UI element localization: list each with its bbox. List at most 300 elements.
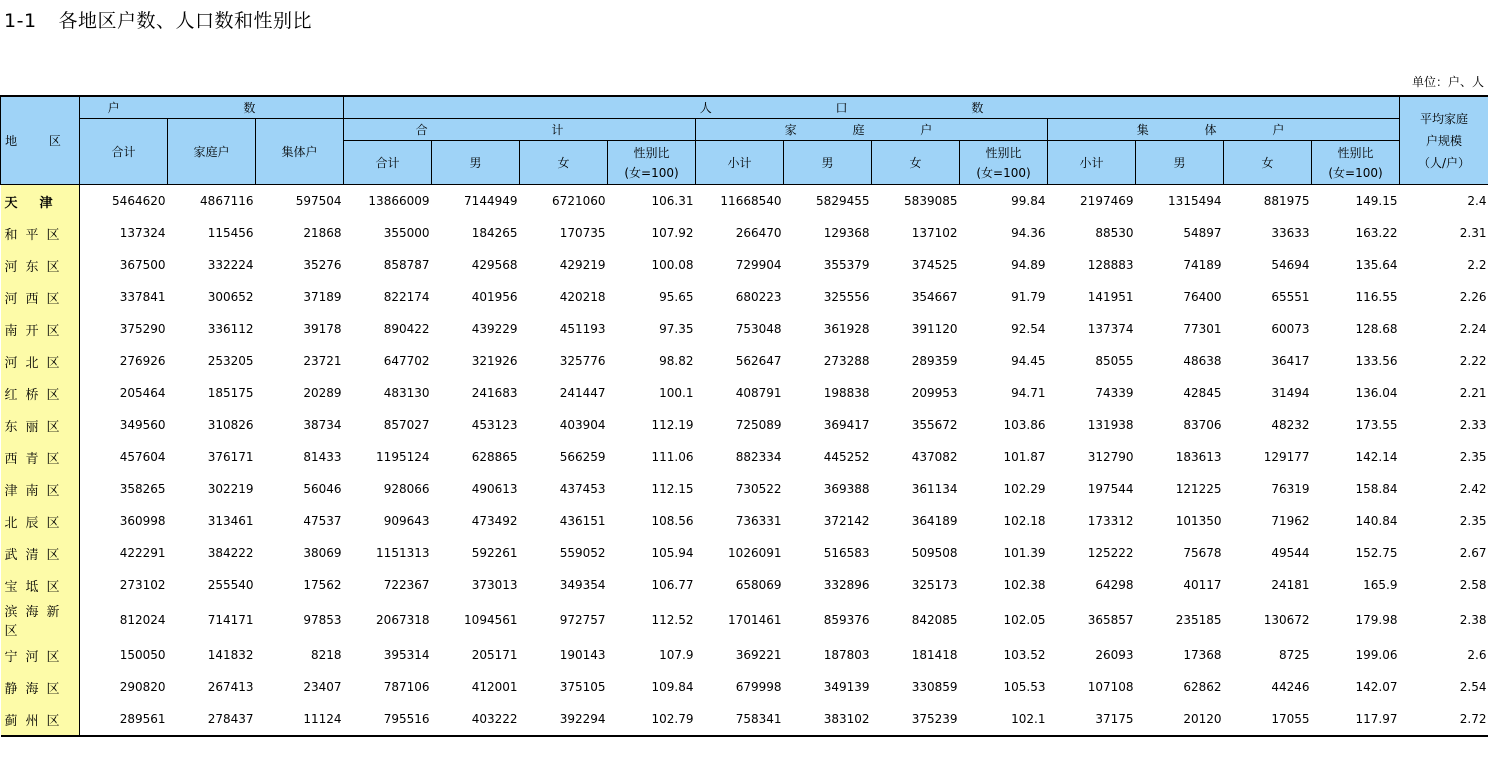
table-cell: 121225 (1175, 482, 1222, 496)
header-total-male: 男 (432, 141, 520, 185)
table-cell: 129368 (823, 226, 870, 240)
table-cell: 74339 (1095, 386, 1134, 400)
table-cell: 290820 (119, 680, 166, 694)
table-cell: 111.06 (651, 450, 694, 464)
statistics-table (0, 95, 1488, 737)
table-cell: 383102 (784, 703, 872, 736)
table-cell: 115456 (207, 226, 254, 240)
region-name: 宁河区 (1, 639, 80, 671)
table-cell: 909643 (383, 514, 430, 528)
table-cell: 714171 (207, 613, 254, 627)
table-cell: 2.4 (1467, 194, 1487, 208)
table-cell: 422291 (119, 546, 166, 560)
table-cell: 65551 (1271, 290, 1310, 304)
table-row (1, 505, 1488, 537)
table-cell: 336112 (207, 322, 254, 336)
header-collective-female: 女 (1224, 141, 1312, 185)
table-cell: 181418 (911, 648, 958, 662)
table-cell: 101.87 (1003, 450, 1046, 464)
table-cell: 107.92 (651, 226, 694, 240)
table-cell: 205171 (471, 648, 518, 662)
table-cell: 859376 (823, 613, 870, 627)
table-cell: 62862 (1183, 680, 1222, 694)
table-cell: 108.56 (651, 514, 694, 528)
table-cell: 36417 (1271, 354, 1310, 368)
table-number: 1-1 (4, 10, 37, 32)
table-cell: 273288 (823, 354, 870, 368)
table-cell: 173.55 (1355, 418, 1398, 432)
table-cell: 349139 (823, 680, 870, 694)
table-cell: 11668540 (720, 194, 782, 208)
table-row (1, 703, 1488, 736)
table-cell: 408791 (735, 386, 782, 400)
table-cell: 100.08 (651, 258, 694, 272)
table-cell: 559052 (559, 546, 606, 560)
header-hh-total: 合计 (80, 119, 168, 185)
table-cell: 928066 (383, 482, 430, 496)
table-cell: 54694 (1271, 258, 1310, 272)
table-cell: 56046 (303, 482, 342, 496)
table-cell: 158.84 (1355, 482, 1398, 496)
table-cell: 107108 (1087, 680, 1134, 694)
table-cell: 384222 (207, 546, 254, 560)
table-cell: 74189 (1183, 258, 1222, 272)
table-cell: 38069 (303, 546, 342, 560)
region-name: 天津 (1, 185, 80, 218)
table-cell: 136.04 (1355, 386, 1398, 400)
table-cell: 142.14 (1355, 450, 1398, 464)
table-cell: 107.9 (659, 648, 694, 662)
table-cell: 92.54 (1011, 322, 1046, 336)
table-cell: 26093 (1095, 648, 1134, 662)
table-cell: 597504 (295, 194, 342, 208)
table-row (1, 377, 1488, 409)
table-cell: 349560 (119, 418, 166, 432)
table-cell: 1026091 (728, 546, 782, 560)
region-name: 东丽区 (1, 409, 80, 441)
table-cell: 289359 (911, 354, 958, 368)
table-cell: 2.33 (1459, 418, 1487, 432)
table-cell: 367500 (119, 258, 166, 272)
table-cell: 562647 (735, 354, 782, 368)
table-cell: 395314 (383, 648, 430, 662)
region-name: 红桥区 (1, 377, 80, 409)
table-cell: 332224 (207, 258, 254, 272)
table-cell: 31494 (1271, 386, 1310, 400)
table-cell: 516583 (823, 546, 870, 560)
table-cell: 76400 (1183, 290, 1222, 304)
table-cell: 325556 (823, 290, 870, 304)
table-cell: 137102 (911, 226, 958, 240)
table-cell: 94.36 (1011, 226, 1046, 240)
table-cell: 235185 (1175, 613, 1222, 627)
table-cell: 85055 (1095, 354, 1134, 368)
table-cell: 173312 (1087, 514, 1134, 528)
table-cell: 54897 (1183, 226, 1222, 240)
table-cell: 125222 (1087, 546, 1134, 560)
table-cell: 2.38 (1459, 613, 1487, 627)
table-cell: 142.07 (1355, 680, 1398, 694)
header-total-sex-ratio: 性别比 (女=100) (608, 141, 696, 185)
table-cell: 355672 (911, 418, 958, 432)
table-title: 各地区户数、人口数和性别比 (58, 10, 313, 32)
table-row (1, 569, 1488, 601)
region-name: 西青区 (1, 441, 80, 473)
table-cell: 312790 (1087, 450, 1134, 464)
table-cell: 812024 (119, 613, 166, 627)
table-cell: 102.38 (1003, 578, 1046, 592)
table-cell: 373013 (471, 578, 518, 592)
table-cell: 647702 (383, 354, 430, 368)
table-cell: 241447 (559, 386, 606, 400)
table-cell: 133.56 (1355, 354, 1398, 368)
table-cell: 310826 (207, 418, 254, 432)
region-name: 和平区 (1, 217, 80, 249)
table-row (1, 473, 1488, 505)
table-cell: 116.55 (1355, 290, 1398, 304)
table-cell: 205464 (119, 386, 166, 400)
header-pop-total-group: 合 计 (344, 119, 696, 141)
table-cell: 24181 (1271, 578, 1310, 592)
table-cell: 445252 (823, 450, 870, 464)
table-cell: 302219 (207, 482, 254, 496)
table-cell: 102.29 (1003, 482, 1046, 496)
table-cell: 185175 (207, 386, 254, 400)
table-cell: 137374 (1087, 322, 1134, 336)
table-cell: 730522 (735, 482, 782, 496)
table-cell: 822174 (383, 290, 430, 304)
table-cell: 91.79 (1011, 290, 1046, 304)
table-cell: 102.05 (1003, 613, 1046, 627)
table-cell: 364189 (911, 514, 958, 528)
table-cell: 2197469 (1080, 194, 1134, 208)
table-cell: 94.89 (1011, 258, 1046, 272)
table-cell: 21868 (303, 226, 342, 240)
table-cell: 2.54 (1459, 680, 1487, 694)
table-cell: 2.26 (1459, 290, 1487, 304)
table-cell: 300652 (207, 290, 254, 304)
header-hh-collective: 集体户 (256, 119, 344, 185)
table-cell: 35276 (303, 258, 342, 272)
table-cell: 103.52 (1003, 648, 1046, 662)
table-cell: 392294 (520, 703, 608, 736)
table-cell: 753048 (735, 322, 782, 336)
table-cell: 112.19 (651, 418, 694, 432)
table-cell: 2.31 (1459, 226, 1487, 240)
table-row (1, 217, 1488, 249)
table-cell: 163.22 (1355, 226, 1398, 240)
table-cell: 106.77 (651, 578, 694, 592)
table-cell: 1094561 (464, 613, 518, 627)
table-cell: 106.31 (651, 194, 694, 208)
region-name: 北辰区 (1, 505, 80, 537)
table-cell: 109.84 (651, 680, 694, 694)
table-cell: 369417 (823, 418, 870, 432)
table-row (1, 601, 1488, 639)
table-cell: 278437 (168, 703, 256, 736)
table-cell: 401956 (471, 290, 518, 304)
region-name: 津南区 (1, 473, 80, 505)
header-family-female: 女 (872, 141, 960, 185)
region-name: 河东区 (1, 249, 80, 281)
table-row (1, 639, 1488, 671)
table-cell: 403904 (559, 418, 606, 432)
table-cell: 64298 (1095, 578, 1134, 592)
page-title (4, 6, 312, 33)
table-body (1, 185, 1488, 737)
table-cell: 102.79 (608, 703, 696, 736)
table-cell: 722367 (383, 578, 430, 592)
table-cell: 882334 (735, 450, 782, 464)
table-cell: 289561 (80, 703, 168, 736)
table-cell: 7144949 (464, 194, 518, 208)
table-cell: 375239 (872, 703, 960, 736)
table-cell: 183613 (1175, 450, 1222, 464)
table-cell: 679998 (735, 680, 782, 694)
header-collective-group: 集 体 户 (1048, 119, 1400, 141)
table-cell: 758341 (696, 703, 784, 736)
table-cell: 23407 (303, 680, 342, 694)
table-cell: 325776 (559, 354, 606, 368)
header-region: 地 区 (1, 96, 80, 185)
table-cell: 429219 (559, 258, 606, 272)
table-cell: 628865 (471, 450, 518, 464)
table-cell: 483130 (383, 386, 430, 400)
table-cell: 355000 (383, 226, 430, 240)
table-cell: 729904 (735, 258, 782, 272)
table-cell: 349354 (559, 578, 606, 592)
table-cell: 266470 (735, 226, 782, 240)
table-cell: 49544 (1271, 546, 1310, 560)
table-cell: 429568 (471, 258, 518, 272)
table-cell: 4867116 (200, 194, 254, 208)
table-cell: 358265 (119, 482, 166, 496)
table-cell: 2067318 (376, 613, 430, 627)
table-cell: 71962 (1271, 514, 1310, 528)
table-cell: 1151313 (376, 546, 430, 560)
table-cell: 165.9 (1363, 578, 1398, 592)
table-cell: 17562 (303, 578, 342, 592)
table-cell: 44246 (1271, 680, 1310, 694)
table-cell: 592261 (471, 546, 518, 560)
table-header (1, 96, 1488, 185)
header-collective-male: 男 (1136, 141, 1224, 185)
table-cell: 99.84 (1011, 194, 1046, 208)
region-name: 宝坻区 (1, 569, 80, 601)
table-cell: 23721 (303, 354, 342, 368)
table-cell: 2.42 (1459, 482, 1487, 496)
table-cell: 241683 (471, 386, 518, 400)
table-cell: 420218 (559, 290, 606, 304)
table-cell: 150050 (119, 648, 166, 662)
table-cell: 490613 (471, 482, 518, 496)
region-name: 南开区 (1, 313, 80, 345)
table-cell: 190143 (559, 648, 606, 662)
table-cell: 101350 (1175, 514, 1222, 528)
table-cell: 403222 (432, 703, 520, 736)
table-cell: 5839085 (904, 194, 958, 208)
table-row (1, 313, 1488, 345)
table-cell: 8218 (310, 648, 342, 662)
table-cell: 375105 (559, 680, 606, 694)
table-cell: 20120 (1136, 703, 1224, 736)
table-cell: 17055 (1224, 703, 1312, 736)
table-cell: 276926 (119, 354, 166, 368)
table-cell: 375290 (119, 322, 166, 336)
table-row (1, 537, 1488, 569)
table-cell: 105.53 (1003, 680, 1046, 694)
table-cell: 131938 (1087, 418, 1134, 432)
table-cell: 100.1 (659, 386, 694, 400)
header-pop-total: 合计 (344, 141, 432, 185)
table-cell: 42845 (1183, 386, 1222, 400)
table-cell: 137324 (119, 226, 166, 240)
table-row (1, 345, 1488, 377)
table-cell: 2.67 (1459, 546, 1487, 560)
table-cell: 881975 (1263, 194, 1310, 208)
table-cell: 255540 (207, 578, 254, 592)
table-cell: 184265 (471, 226, 518, 240)
table-cell: 5464620 (112, 194, 166, 208)
table-cell: 2.58 (1459, 578, 1487, 592)
table-row (1, 441, 1488, 473)
region-name: 河北区 (1, 345, 80, 377)
table-cell: 842085 (911, 613, 958, 627)
header-avg-household-size: 平均家庭 户规模 （人/户） (1400, 96, 1488, 185)
table-cell: 209953 (911, 386, 958, 400)
table-cell: 5829455 (816, 194, 870, 208)
table-cell: 355379 (823, 258, 870, 272)
table-cell: 83706 (1183, 418, 1222, 432)
table-cell: 437453 (559, 482, 606, 496)
table-cell: 391120 (911, 322, 958, 336)
table-cell: 47537 (303, 514, 342, 528)
header-households: 户 数 (80, 96, 344, 119)
table-row-total (1, 185, 1488, 218)
table-cell: 473492 (471, 514, 518, 528)
table-cell: 101.39 (1003, 546, 1046, 560)
table-cell: 795516 (344, 703, 432, 736)
table-cell: 436151 (559, 514, 606, 528)
table-cell: 273102 (119, 578, 166, 592)
table-cell: 2.6 (1467, 648, 1487, 662)
table-cell: 1315494 (1168, 194, 1222, 208)
table-cell: 680223 (735, 290, 782, 304)
table-cell: 37175 (1048, 703, 1136, 736)
table-cell: 48232 (1271, 418, 1310, 432)
table-cell: 76319 (1271, 482, 1310, 496)
region-name: 滨海新区 (1, 601, 80, 639)
table-cell: 361134 (911, 482, 958, 496)
table-cell: 369221 (735, 648, 782, 662)
table-cell: 135.64 (1355, 258, 1398, 272)
table-cell: 354667 (911, 290, 958, 304)
table-cell: 75678 (1183, 546, 1222, 560)
table-cell: 39178 (303, 322, 342, 336)
table-cell: 33633 (1271, 226, 1310, 240)
table-cell: 179.98 (1355, 613, 1398, 627)
table-cell: 98.82 (659, 354, 694, 368)
region-name: 河西区 (1, 281, 80, 313)
table-cell: 128.68 (1355, 322, 1398, 336)
table-cell: 152.75 (1355, 546, 1398, 560)
table-cell: 94.45 (1011, 354, 1046, 368)
table-cell: 1195124 (376, 450, 430, 464)
table-cell: 2.21 (1459, 386, 1487, 400)
table-cell: 365857 (1087, 613, 1134, 627)
header-family-group: 家 庭 户 (696, 119, 1048, 141)
table-cell: 88530 (1095, 226, 1134, 240)
table-cell: 141832 (207, 648, 254, 662)
table-cell: 566259 (559, 450, 606, 464)
table-cell: 40117 (1183, 578, 1222, 592)
table-cell: 412001 (471, 680, 518, 694)
table-cell: 509508 (911, 546, 958, 560)
table-cell: 332896 (823, 578, 870, 592)
region-name: 静海区 (1, 671, 80, 703)
table-cell: 2.72 (1400, 703, 1488, 736)
table-cell: 325173 (911, 578, 958, 592)
table-cell: 97853 (303, 613, 342, 627)
unit-note: 单位：户、人 (1411, 75, 1484, 89)
header-family-sex-ratio: 性别比 (女=100) (960, 141, 1048, 185)
table-cell: 787106 (383, 680, 430, 694)
table-cell: 8725 (1278, 648, 1310, 662)
table-cell: 81433 (303, 450, 342, 464)
table-cell: 857027 (383, 418, 430, 432)
table-cell: 11124 (256, 703, 344, 736)
table-row (1, 409, 1488, 441)
table-cell: 112.15 (651, 482, 694, 496)
table-cell: 149.15 (1355, 194, 1398, 208)
table-row (1, 249, 1488, 281)
table-cell: 199.06 (1355, 648, 1398, 662)
region-name: 蓟州区 (1, 703, 80, 736)
table-cell: 112.52 (651, 613, 694, 627)
table-cell: 77301 (1183, 322, 1222, 336)
header-collective-subtotal: 小计 (1048, 141, 1136, 185)
table-cell: 117.97 (1312, 703, 1400, 736)
header-collective-sex-ratio: 性别比 (女=100) (1312, 141, 1400, 185)
table-cell: 103.86 (1003, 418, 1046, 432)
header-family-subtotal: 小计 (696, 141, 784, 185)
table-cell: 6721060 (552, 194, 606, 208)
table-cell: 187803 (823, 648, 870, 662)
table-cell: 2.22 (1459, 354, 1487, 368)
table-cell: 197544 (1087, 482, 1134, 496)
table-cell: 130672 (1263, 613, 1310, 627)
table-cell: 141951 (1087, 290, 1134, 304)
table-cell: 37189 (303, 290, 342, 304)
table-cell: 128883 (1087, 258, 1134, 272)
table-row (1, 671, 1488, 703)
table-cell: 313461 (207, 514, 254, 528)
table-cell: 20289 (303, 386, 342, 400)
table-cell: 2.35 (1459, 450, 1487, 464)
table-cell: 267413 (207, 680, 254, 694)
table-cell: 102.18 (1003, 514, 1046, 528)
table-cell: 658069 (735, 578, 782, 592)
table-cell: 972757 (559, 613, 606, 627)
table-cell: 374525 (911, 258, 958, 272)
table-cell: 170735 (559, 226, 606, 240)
table-cell: 94.71 (1011, 386, 1046, 400)
table-cell: 13866009 (368, 194, 430, 208)
table-cell: 451193 (559, 322, 606, 336)
table-cell: 858787 (383, 258, 430, 272)
table-cell: 1701461 (728, 613, 782, 627)
header-total-female: 女 (520, 141, 608, 185)
